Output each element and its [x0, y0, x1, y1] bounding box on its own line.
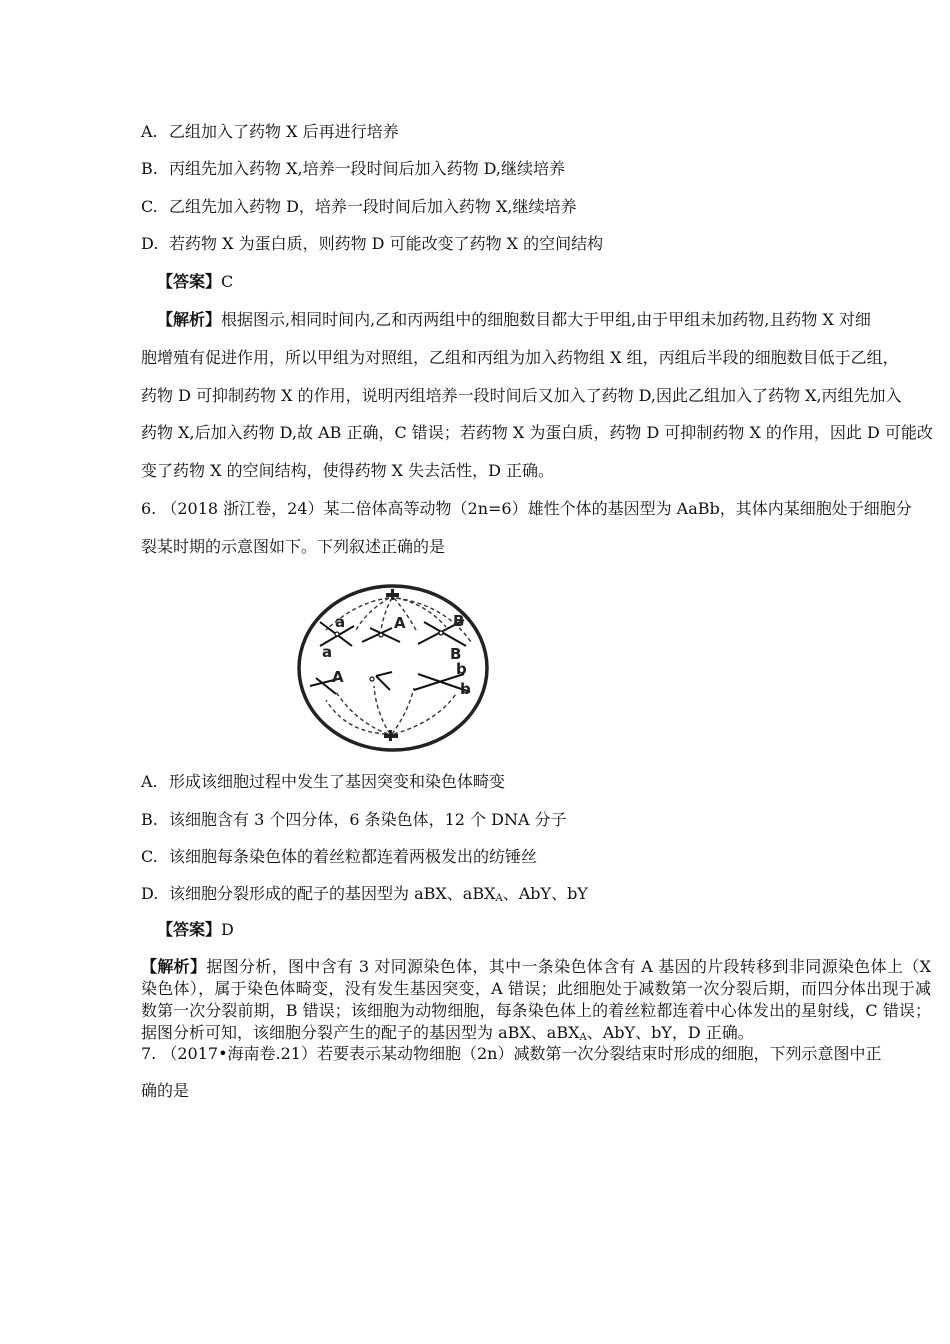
cell-division-diagram	[296, 582, 490, 754]
option-b: B. 丙组先加入药物 X,培养一段时间后加入药物 D,继续培养	[141, 159, 565, 178]
gene-label-B: B	[453, 612, 465, 630]
analysis-line-4: 药物 X,后加入药物 D,故 AB 正确，C 错误；若药物 X 为蛋白质，药物 D 可抑制药物 X 的作用，因此 D 可能改	[141, 423, 933, 442]
option-a: A. 乙组加入了药物 X 后再进行培养	[141, 122, 399, 141]
q6-option-d: D. 该细胞分裂形成的配子的基因型为 aBX、aBX$_A$、AbY、bY	[141, 884, 588, 904]
cell-division-figure	[296, 582, 490, 754]
gene-label-A: A	[332, 668, 344, 686]
gene-label-B: B	[450, 645, 462, 663]
option-c: C. 乙组先加入药物 D，培养一段时间后加入药物 X,继续培养	[141, 197, 577, 216]
analysis-line-1: 【解析】根据图示,相同时间内,乙和丙两组中的细胞数目都大于甲组,由于甲组未加药物,且药物 X 对细	[157, 310, 871, 329]
question-7-stem-1: 7. （2017•海南卷.21）若要表示某动物细胞（2n）减数第一次分裂结束时形成的细胞，下列示意图中正	[141, 1044, 882, 1063]
q6-option-a: A. 形成该细胞过程中发生了基因突变和染色体畸变	[141, 772, 506, 791]
gene-label-A: A	[394, 614, 406, 632]
gene-label-a: a	[335, 613, 346, 631]
gene-label-a: a	[322, 643, 333, 661]
q6-option-b: B. 该细胞含有 3 个四分体，6 条染色体，12 个 DNA 分子	[141, 810, 567, 829]
answer-line: 【答案】C	[157, 272, 234, 291]
question-7-stem-2: 确的是	[141, 1081, 190, 1100]
gene-label-b: b	[460, 680, 471, 698]
analysis-line-2: 胞增殖有促进作用，所以甲组为对照组，乙组和丙组为加入药物组 X 组，丙组后半段的细胞数目低于乙组，	[141, 348, 899, 367]
question-6-stem-1: 6. （2018 浙江卷，24）某二倍体高等动物（2n=6）雄性个体的基因型为 AaBb，其体内某细胞处于细胞分	[141, 499, 912, 518]
q6-answer-line: 【答案】D	[157, 920, 234, 939]
q6-option-c: C. 该细胞每条染色体的着丝粒都连着两极发出的纺锤丝	[141, 847, 538, 866]
analysis-line-5: 变了药物 X 的空间结构，使得药物 X 失去活性，D 正确。	[141, 461, 555, 480]
analysis-line-3: 药物 D 可抑制药物 X 的作用，说明丙组培养一段时间后又加入了药物 D,因此乙组加入了药物 X,丙组先加入	[141, 386, 902, 405]
question-6-stem-2: 裂某时期的示意图如下。下列叙述正确的是	[141, 537, 446, 556]
gene-label-b: b	[456, 660, 467, 678]
option-d: D. 若药物 X 为蛋白质，则药物 D 可能改变了药物 X 的空间结构	[141, 234, 604, 253]
q6-analysis: 【解析】据图分析，图中含有 3 对同源染色体，其中一条染色体含有 A 基因的片段转移到非同源染色体上（X 染色体），属于染色体畸变，没有发生基因突变，A 错误；此细胞处于减数第一次分裂后期，而四分体出现于减数第一次分裂前期，B 错误；该细胞为动物细胞，每条染色体上的着丝粒都连着中心体发出的星射线，C 错误；据图分析可知，该细胞分裂产生的配子的基因型为 aBX、aBX$_A$、AbY、bY，D 正确。	[141, 957, 931, 1043]
